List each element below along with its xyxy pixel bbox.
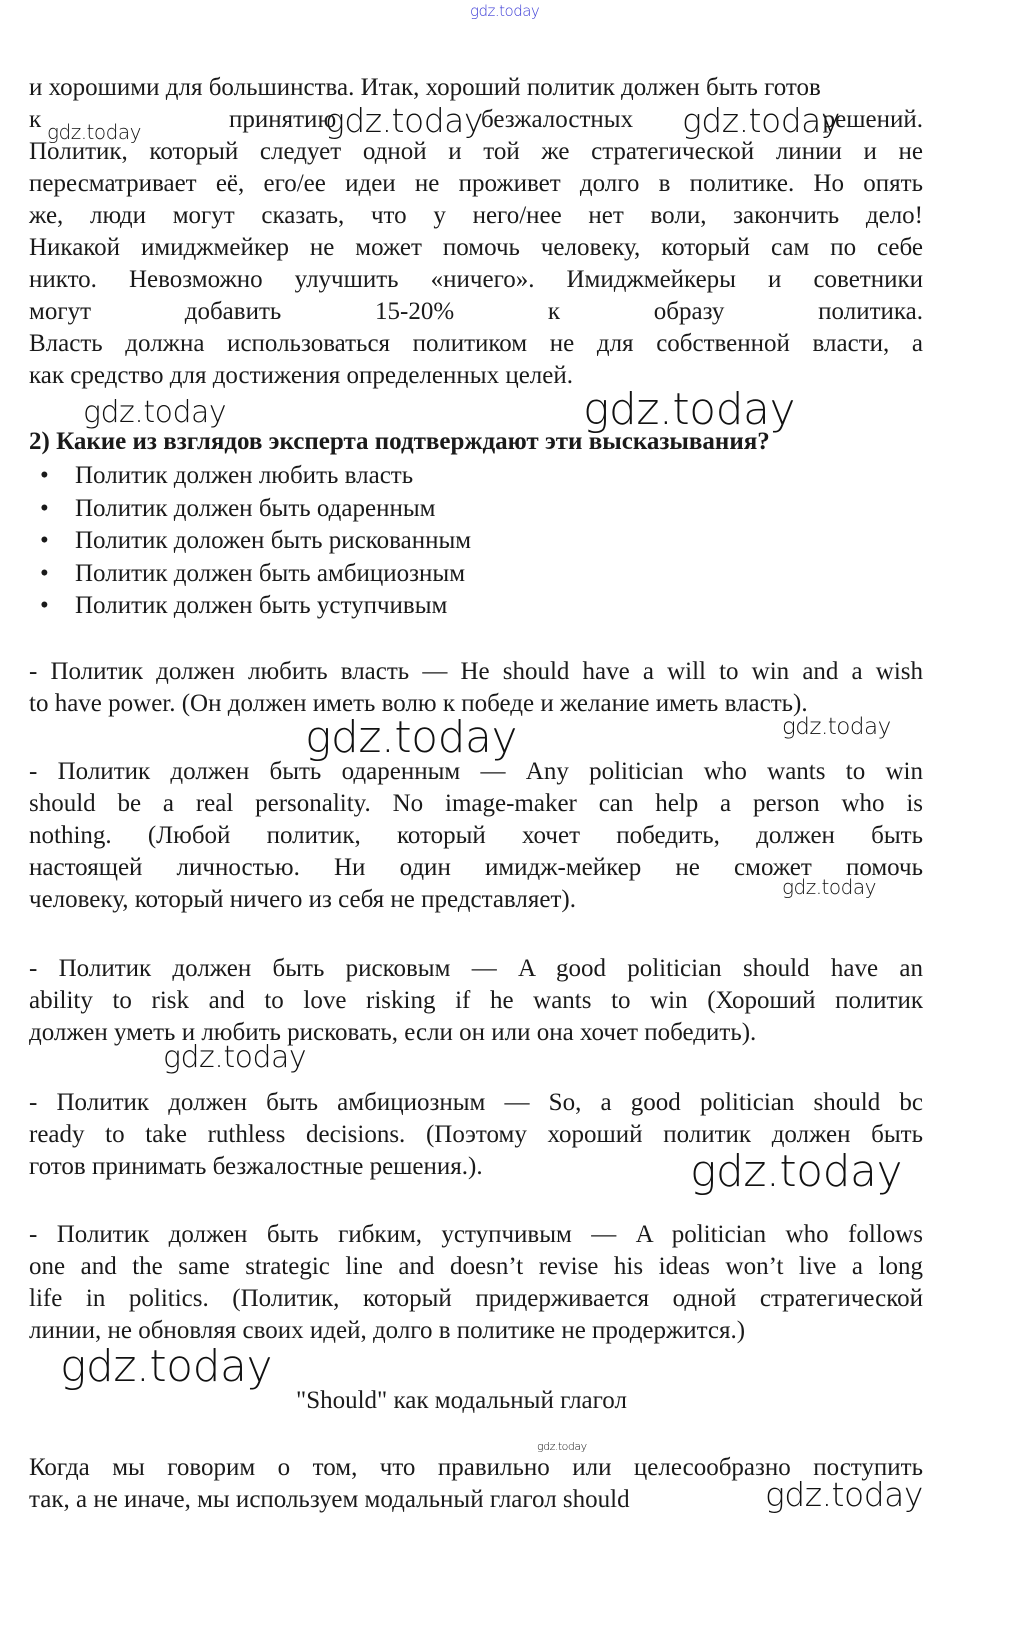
text-line: и хорошими для большинства. Итак, хороший политик должен быть готов [29,74,821,101]
text-line: - Политик должен быть одаренным — Any politician who wants to win [29,758,923,785]
text-line: - Политик должен быть рисковым — A good politician should have an [29,955,923,982]
text-word: к [29,106,42,133]
text-line: - Политик должен любить власть — He should have a will to win and a wish [29,658,923,685]
bullet-icon: • [40,592,49,619]
text-line: Политик, который следует одной и той же стратегической линии и не [29,138,923,165]
text-line: пересматривает её, его/ее идеи не проживет долго в политике. Но опять [29,170,923,197]
watermark: gdz.today [325,101,483,140]
text-line: должен уметь и любить рисковать, если он или она хочет победить). [29,1019,757,1046]
bullet-icon: • [40,559,49,587]
bullet-icon: • [40,462,49,489]
watermark: gdz.today [583,384,796,435]
watermark: gdz.today [765,1475,923,1514]
text-line: человеку, который ничего из себя не представляет). [29,886,576,913]
watermark: gdz.today [47,120,141,144]
question-title: 2) Какие из взглядов эксперта подтверждают эти высказывания? [29,428,770,455]
text-line: - Политик должен быть гибким, уступчивым — A politician who follows [29,1221,923,1248]
watermark: gdz.today [682,101,840,140]
watermark: gdz.today [782,875,876,899]
text-line: to have power. (Он должен иметь волю к победе и желание иметь власть). [29,690,808,717]
text-line: готов принимать безжалостные решения.). [29,1153,483,1180]
watermark: gdz.today [690,1146,903,1197]
bullet-icon: • [40,527,49,554]
watermark: gdz.today [305,712,518,763]
text-line: life in politics. (Политик, который придерживается одной стратегической [29,1285,923,1312]
text-line: же, люди могут сказать, что у него/нее нет воли, закончить дело! [29,202,923,229]
watermark: gdz.today [60,1341,273,1392]
text-line: nothing. (Любой политик, который хочет победить, должен быть [29,822,923,849]
list-item: • Политик должен быть уступчивым [29,590,471,623]
text-line: ability to risk and to love risking if he wants to win (Хороший политик [29,987,923,1014]
bullet-icon: • [40,494,49,522]
text-word: решений. [822,106,923,133]
text-line: могут добавить 15-20% к образу политика. [29,298,923,325]
list-item: • Политик должен любить власть [29,460,471,493]
text-line: как средство для достижения определенных целей. [29,362,573,389]
text-line: так, а не иначе, мы используем модальный глагол should [29,1486,630,1513]
text-line: ready to take ruthless decisions. (Поэтому хороший политик должен быть [29,1121,923,1148]
list-item: • Политик должен быть одаренным [29,493,471,526]
text-line: настоящей личностью. Ни один имидж-мейкер не сможет помочь [29,854,923,881]
text-line: никто. Невозможно улучшить «ничего». Имиджмейкеры и советники [29,266,923,293]
watermark-top: gdz.today [470,2,540,20]
text-line: - Политик должен быть амбициозным — So, a good politician should bc [29,1089,923,1116]
list-item: • Политик должен быть амбициозным [29,558,471,591]
text-line: Власть должна использоваться политиком не для собственной власти, а [29,330,923,357]
watermark: gdz.today [163,1040,307,1075]
text-line: линии, не обновляя своих идей, долго в политике не продержится.) [29,1317,746,1344]
watermark: gdz.today [782,714,891,740]
section-heading: "Should" как модальный глагол [296,1387,627,1414]
question-list [29,460,471,623]
watermark: gdz.today [83,395,227,430]
watermark: gdz.today [537,1440,587,1453]
text-word: безжалостных [481,106,634,133]
text-line: Никакой имиджмейкер не может помочь человеку, который сам по себе [29,234,923,261]
text-line: Когда мы говорим о том, что правильно или целесообразно поступить [29,1454,923,1481]
text-word: принятию [229,106,337,133]
text-line: should be a real personality. No image-maker can help a person who is [29,790,923,817]
text-line: one and the same strategic line and doesn’t revise his ideas won’t live a long [29,1253,923,1280]
list-item: • Политик доложен быть рискованным [29,525,471,558]
